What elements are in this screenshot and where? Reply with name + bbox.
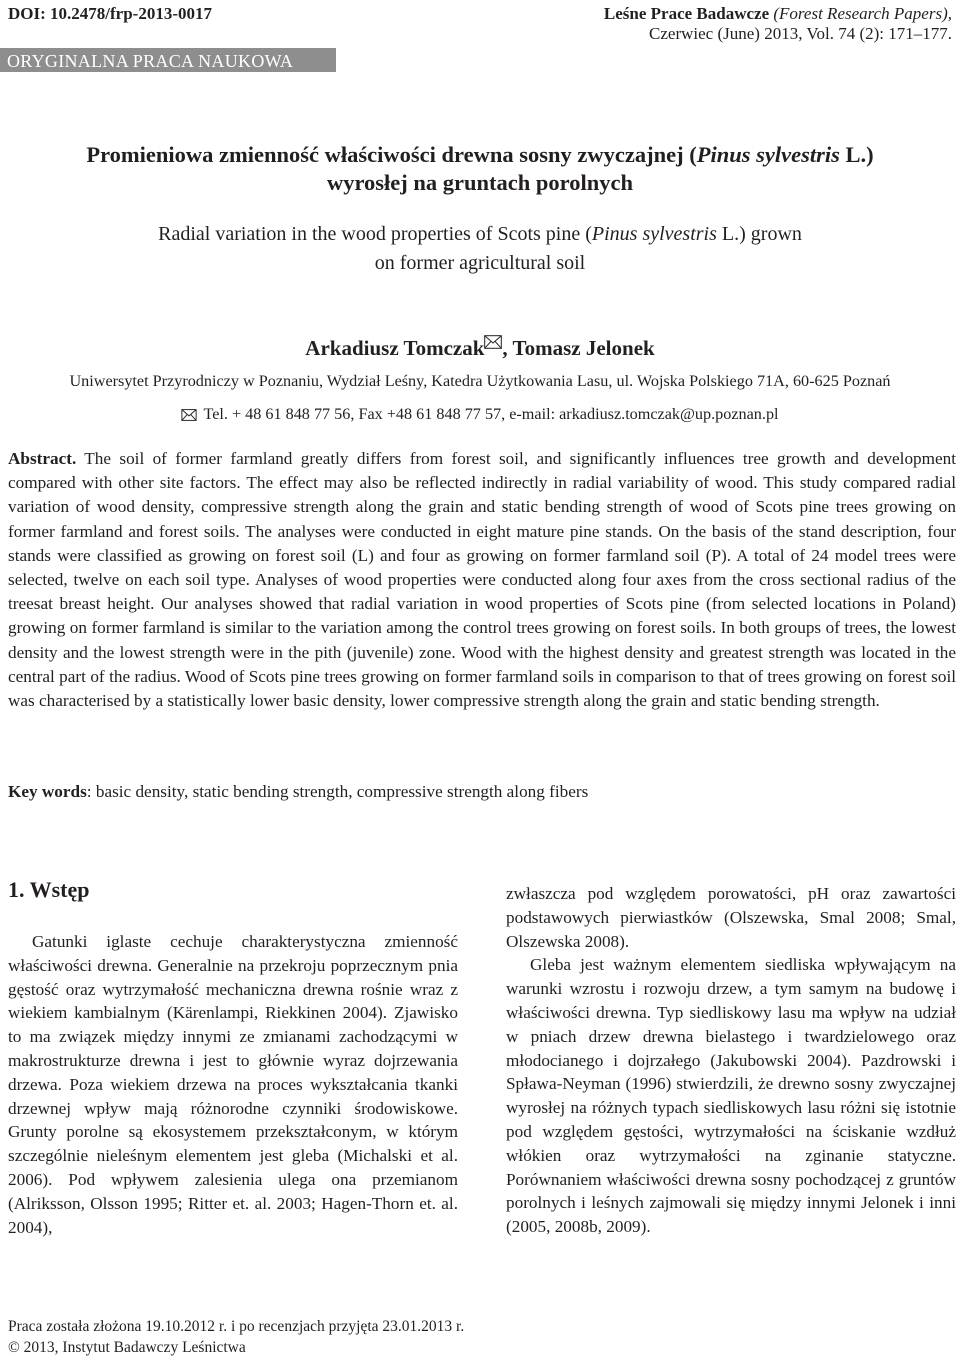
title-pl-part: Promieniowa zmienność właściwości drewna sosny zwyczajnej ( xyxy=(86,142,697,167)
author-tomczak: Arkadiusz Tomczak xyxy=(305,336,485,360)
footer xyxy=(8,1316,464,1358)
envelope-icon xyxy=(484,330,502,354)
authors xyxy=(0,336,960,360)
column-right xyxy=(506,882,956,1239)
article-type-badge xyxy=(0,48,336,72)
title-pl-part: L.) xyxy=(839,142,874,167)
journal-issue: Czerwiec (June) 2013, Vol. 74 (2): 171–177. xyxy=(649,24,952,43)
title-en-species: Pinus sylvestris xyxy=(591,223,717,245)
paragraph: Gleba jest ważnym elementem siedliska wpływającym na warunki wzrostu i rozwoju drzew, a tym samym na budowę i właściwości drewna. Typ siedliskowy lasu ma wpływ na udział w pniach drzew drewna bielastego i twardzielowego oraz młodocianego i dojrzałego (Jakubowski 2004). Pazdrowski i Spława-Neyman (1996) stwierdzili, że drewno sosny zwyczajnej wyrosłej na różnych typach siedliskowych lasu różni się istotnie pod względem gęstości, wytrzymałości na ściskanie wzdłuż włókien oraz wytrzymałości na zginanie statyczne. Porównaniem właściwości drewna sosny pochodzącej z gruntów porolnych i leśnych zajmowali się między innymi Jelonek i inni (2005, 2008b, 2009). xyxy=(506,955,956,1237)
title-en-part: L.) grown xyxy=(716,223,802,245)
affiliation: Uniwersytet Przyrodniczy w Poznaniu, Wydział Leśny, Katedra Użytkowania Lasu, ul. Wojska Polskiego 71A, 60-625 Poznań xyxy=(69,372,891,390)
title-en-part: Radial variation in the wood properties of Scots pine ( xyxy=(158,223,592,245)
abstract-label: Abstract. xyxy=(8,449,77,468)
envelope-icon xyxy=(181,405,197,427)
keywords xyxy=(8,780,956,804)
journal-citation xyxy=(432,4,952,44)
title-pl-line2: wyrosłej na gruntach porolnych xyxy=(326,170,634,195)
paragraph: Gatunki iglaste cechuje charakterystyczna zmienność właściwości drewna. Generalnie na przekroju poprzecznym pnia gęstość oraz wytrzymałość mechaniczna drewna rośnie wraz z wiekiem kambialnym (Kärenlampi, Riekkinen 2004). Zjawisko to ma związek między innymi ze zmianami zachodzącymi w makrostrukturze drewna i jest to głównie wyraz dojrzewania drzewa. Poza wiekiem drzewa na proces wykształcania tkanki drzewnej wpływ mają różnorodne czynniki środowiskowe. Grunty porolne są ekosystemem przekształconym, w którym szczególnie nieleśnym elementem jest gleba (Michalski et al. 2006). Pod wpływem zalesienia ulega ona przemianom (Alriksson, Olsson 1995; Ritter et. al. 2003; Hagen-Thorn et. al. 2004), xyxy=(8,932,458,1237)
abstract-text: The soil of former farmland greatly differs from forest soil, and significantly influences tree growth and development compared with other site factors. The effect may also be reflected indirectly in radial variability of wood. This study compared radial variation of wood density, compressive strength along the grain and static bending strength of wood of Scots pine trees growing on former farmland and forest soils. The analyses were conducted in eight mature pine stands. On the basis of the stand description, four stands were classified as growing on forest soil (L) and four as growing on former farmland soil (P). A total of 24 model trees were selected, twelve on each soil type. Analyses of wood properties were conducted along four axes from the cross sectional radius of the treesat breast height. Our analyses showed that radial variation in wood properties of Scots pine (from selected locations in Poland) growing on former farmland is similar to the variation among the control trees growing on forest soils. In both groups of trees, the lowest density and the lowest strength were in the pith (juvenile) zone. Wood with the highest density and greatest strength was located in the central part of the radius. Wood of Scots pine trees growing on former farmland soils in comparison to that of trees growing on forest soil was characterised by a statistically lower basic density, lower compressive strength along the grain and static bending strength. xyxy=(8,449,956,711)
keywords-label: Key words xyxy=(8,782,87,801)
copyright: © 2013, Instytut Badawczy Leśnictwa xyxy=(8,1339,246,1356)
abstract xyxy=(8,447,956,713)
article-type-label: ORYGINALNA PRACA NAUKOWA xyxy=(7,51,294,71)
submission-dates: Praca została złożona 19.10.2012 r. i po recenzjach przyjęta 23.01.2013 r. xyxy=(8,1318,465,1335)
paragraph: zwłaszcza pod względem porowatości, pH oraz zawartości podstawowych pierwiastków (Olszewska, Smal 2008; Smal, Olszewska 2008). xyxy=(506,884,956,951)
keywords-text: : basic density, static bending strength, compressive strength along fibers xyxy=(86,782,589,801)
title-en-line2: on former agricultural soil xyxy=(374,252,586,274)
contact-text[interactable]: Tel. + 48 61 848 77 56, Fax +48 61 848 77 57, e-mail: arkadiusz.tomczak@up.poznan.pl xyxy=(203,405,779,423)
column-left xyxy=(8,930,458,1239)
journal-name: Leśne Prace Badawcze xyxy=(603,4,770,23)
title-english xyxy=(0,220,960,278)
section-heading: 1. Wstęp xyxy=(8,877,90,902)
title-pl-species: Pinus sylvestris xyxy=(696,142,840,167)
doi: DOI: 10.2478/frp-2013-0017 xyxy=(8,4,212,23)
title-polish xyxy=(0,141,960,197)
contact-info xyxy=(0,403,960,427)
author-jelonek: , Tomasz Jelonek xyxy=(502,336,655,360)
journal-name-en: (Forest Research Papers), xyxy=(773,4,952,23)
